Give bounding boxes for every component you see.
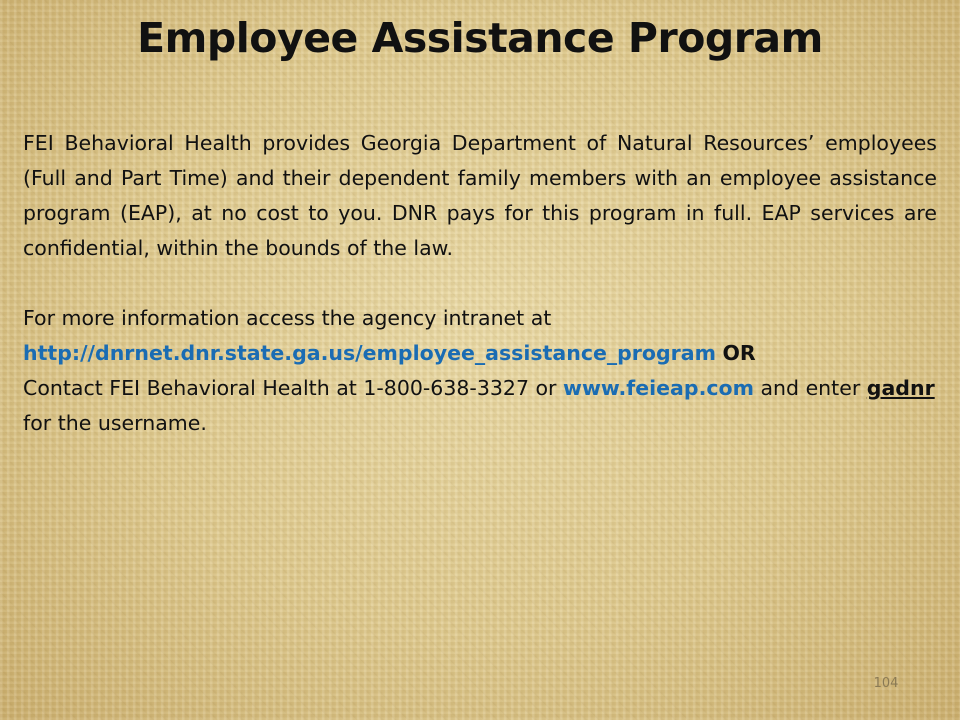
contact-suffix-text: for the username. — [23, 411, 207, 435]
or-text: OR — [722, 341, 756, 365]
contact-paragraph — [23, 301, 937, 441]
info-intro-text: For more information access the agency intranet at — [23, 306, 552, 330]
slide-body — [23, 126, 937, 441]
intranet-link[interactable]: http://dnrnet.dnr.state.ga.us/employee_assistance_program — [23, 341, 716, 365]
slide-title: Employee Assistance Program — [137, 14, 823, 62]
description-paragraph: FEI Behavioral Health provides Georgia Department of Natural Resources’ employees (Full and Part Time) and their dependent family members with an employee assistance program (EAP), at no cost to you. DNR pays for this program in full. EAP services are confidential, within the bounds of the law. — [23, 131, 937, 260]
contact-prefix-text: Contact FEI Behavioral Health at 1-800-638-3327 or — [23, 376, 557, 400]
website-link[interactable]: www.feieap.com — [563, 376, 754, 400]
username-text: gadnr — [866, 376, 935, 400]
page-number: 104 — [873, 676, 899, 691]
contact-middle-text: and enter — [760, 376, 861, 400]
